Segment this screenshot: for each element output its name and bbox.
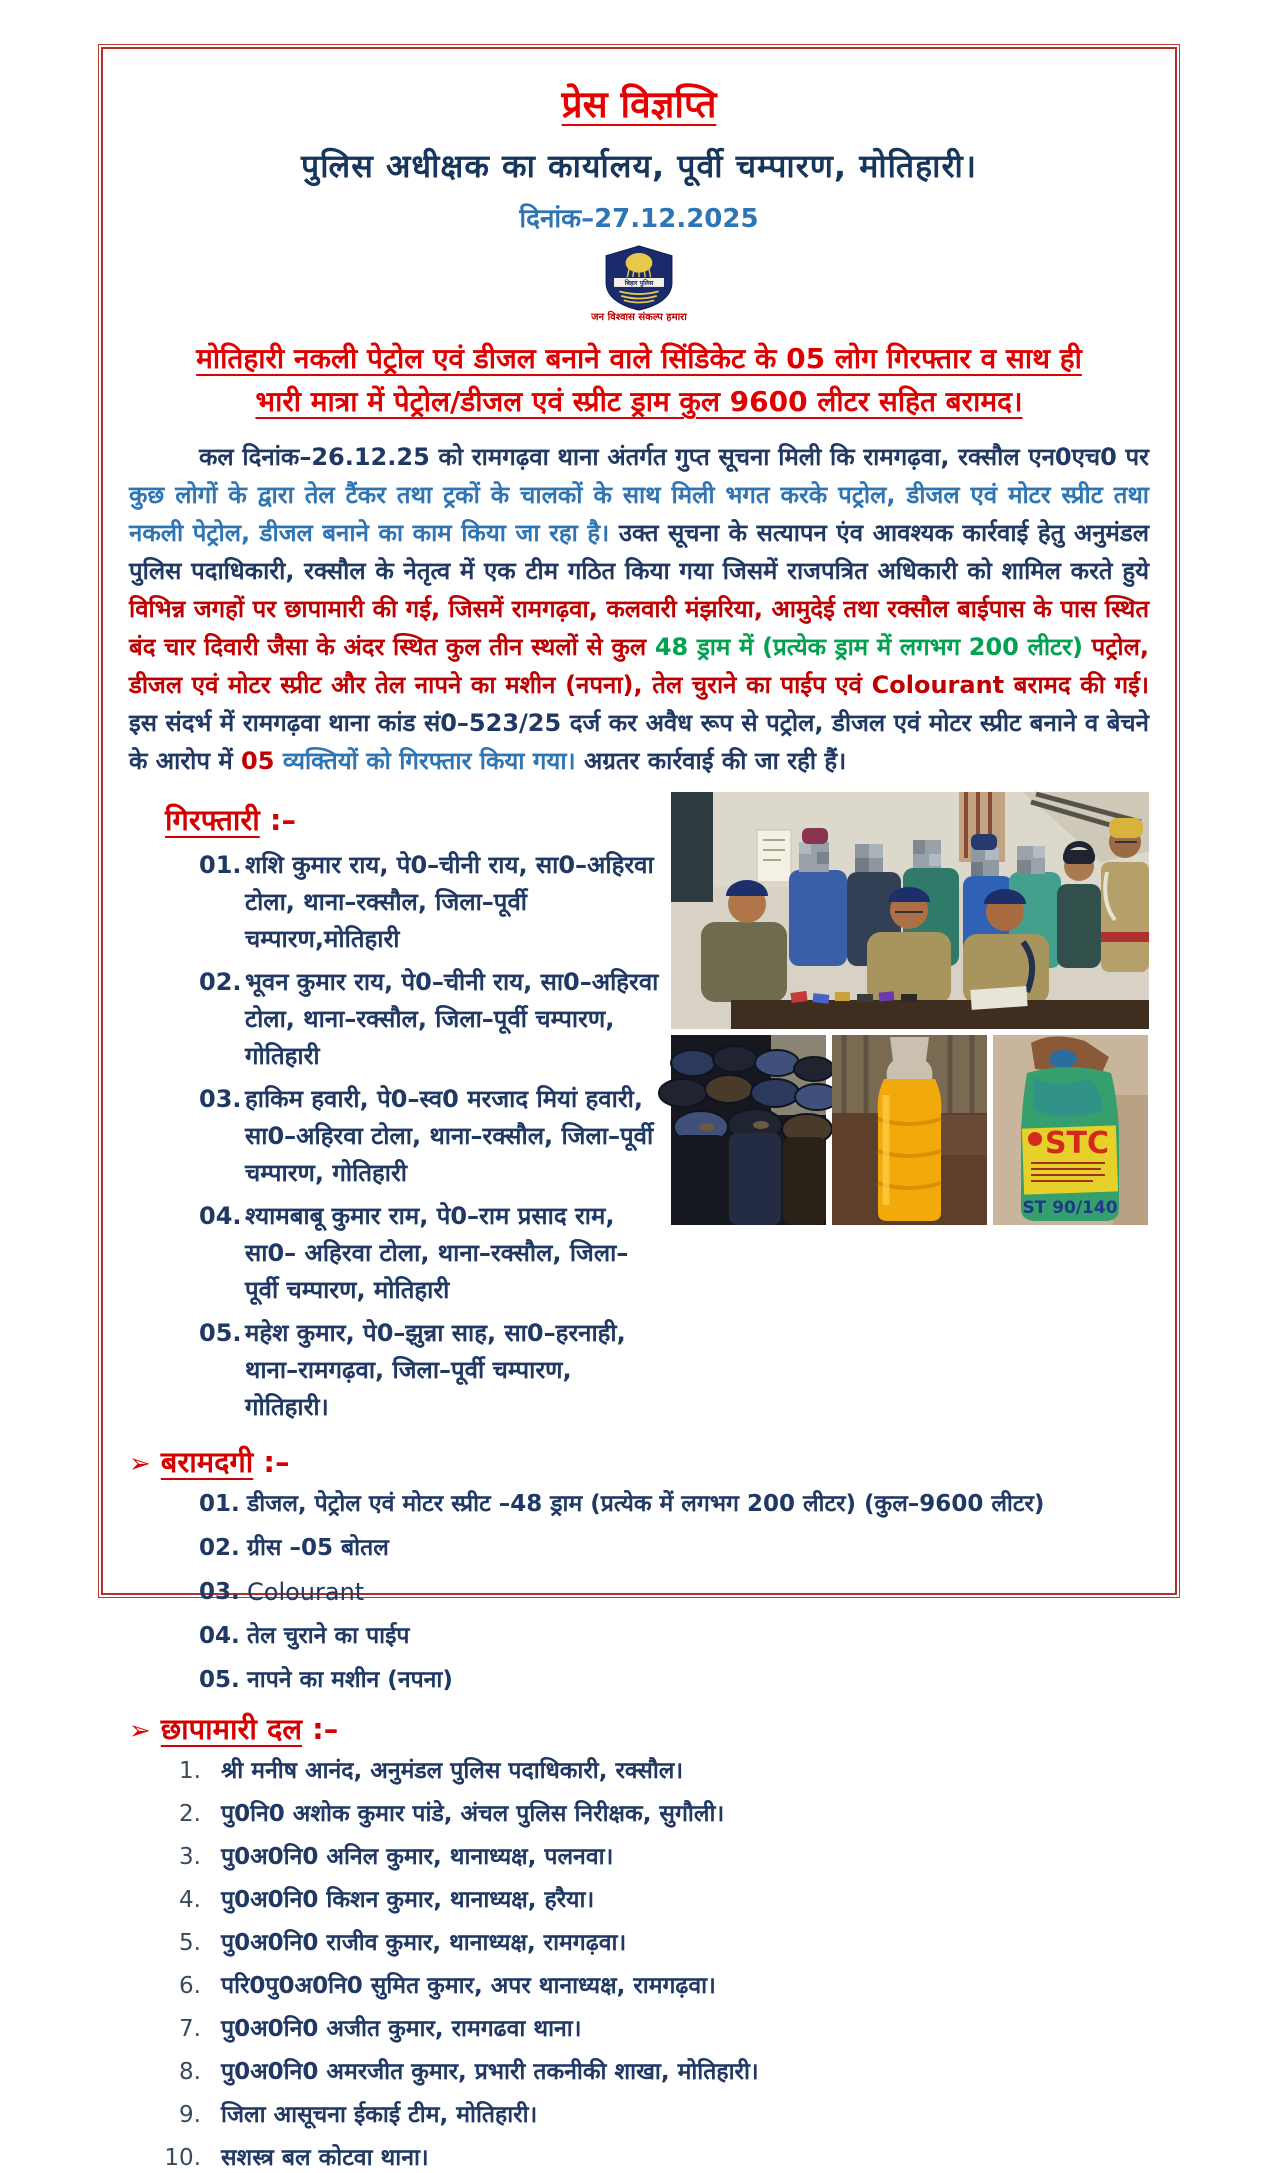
team-list-item	[157, 1799, 1149, 1829]
recovery-item-number: 01.	[199, 1490, 240, 1517]
arrest-item-text: महेश कुमार, पे0–झुन्ना साह, सा0–हरनाही, थाना–रामगढ़वा, जिला–पूर्वी चम्पारण, गोतिहारी।	[245, 1318, 626, 1421]
raid-team-list	[157, 1756, 1149, 2173]
page-border	[98, 44, 1180, 2171]
headline-line1: मोतिहारी नकली पेट्रोल एवं डीजल बनाने वाले सिंडिकेट के 05 लोग गिरफ्तार व साथ ही	[196, 342, 1082, 375]
body-text-segment: उक्त सूचना के सत्यापन एंव आवश्यक कार्रवाई हेतु अनुमंडल पुलिस पदाधिकारी, रक्सौल के नेतृत्व में एक टीम गठित किया गया जिसमें राजपत्रित अधिकारी को शामिल करते हुये	[129, 518, 1149, 585]
body-text-segment: इस संदर्भ में रामगढ़वा थाना कांड सं0–523/25 दर्ज कर अवैध रूप से पट्रोल, डीजल एवं मोटर स्प्रीट बनाने व बेचने के आरोप में	[129, 708, 1149, 775]
recovery-list	[199, 1489, 1149, 1695]
recovery-heading: ➢ बरामदगी :–	[129, 1444, 290, 1479]
team-list-item	[157, 2100, 1149, 2130]
team-item-text: श्री मनीष आनंद, अनुमंडल पुलिस पदाधिकारी, रक्सौल।	[221, 1757, 684, 1784]
evidence-photos-row	[671, 1035, 1149, 1225]
arrest-item-number: 01.	[199, 850, 242, 879]
team-list-item	[157, 1928, 1149, 1958]
body-text-segment: विभिन्न जगहों पर छापामारी की गई, जिसमें रामगढ़वा, कलवारी मंझरिया, आमुदेई तथा रक्सौल बाईपास के पास स्थित बंद चार दिवारी जैसा के अंदर स्थित कुल तीन स्थलों से कुल	[129, 594, 1149, 661]
arrest-item-number: 02.	[199, 967, 242, 996]
team-item-text: पु0नि0 अशोक कुमार पांडे, अंचल पुलिस निरीक्षक, सुगौली।	[221, 1800, 725, 1827]
arrest-list-item	[199, 847, 659, 958]
recovery-list-item	[199, 1489, 1149, 1519]
arrest-item-text: भूवन कुमार राय, पे0–चीनी राय, सा0–अहिरवा टोला, थाना–रक्सौल, जिला–पूर्वी चम्पारण, गोतिहारी	[245, 967, 659, 1070]
recovery-item-text: Colourant	[247, 1577, 365, 1606]
arrest-item-number: 03.	[199, 1084, 242, 1113]
arrow-bullet-icon: ➢	[129, 1715, 151, 1746]
arrests-heading: गिरफ्तारी :–	[165, 802, 296, 837]
body-text-segment: कुछ लोगों के द्वारा तेल टैंकर तथा ट्रकों के चालकों के साथ मिली भगत करके पट्रोल, डीजल एवं मोटर स्प्रीट तथा नकली पेट्रोल, डीजल बनाने का काम किया जा रहा है।	[129, 480, 1149, 547]
team-item-text: परि0पु0अ0नि0 सुमित कुमार, अपर थानाध्यक्ष, रामगढ़वा।	[221, 1972, 716, 1999]
body-text-segment: 05	[241, 746, 283, 775]
recovery-item-text: तेल चुराने का पाईप	[247, 1622, 410, 1649]
arrow-bullet-icon: ➢	[129, 1448, 151, 1479]
body-text-segment: अग्रतर कार्रवाई की जा रही हैं।	[583, 746, 847, 775]
page-content	[101, 47, 1177, 2171]
team-list-item	[157, 2057, 1149, 2087]
bihar-police-logo	[129, 245, 1149, 323]
recovery-item-text: डीजल, पेट्रोल एवं मोटर स्प्रीट –48 ड्राम (प्रत्येक में लगभग 200 लीटर) (कुल–9600 लीटर)	[247, 1490, 1045, 1517]
arrest-item-text: हाकिम हवारी, पे0–स्व0 मरजाद मियां हवारी, सा0–अहिरवा टोला, थाना–रक्सौल, जिला–पूर्वी चम्पारण, गोतिहारी	[245, 1084, 654, 1187]
team-item-number: 4.	[179, 1886, 201, 1913]
team-list-item	[157, 1842, 1149, 1872]
team-item-number: 9.	[179, 2101, 201, 2128]
recovery-item-number: 03.	[199, 1578, 240, 1605]
recovery-item-number: 04.	[199, 1622, 240, 1649]
arrest-item-number: 04.	[199, 1201, 242, 1230]
arrest-list-item	[199, 1198, 659, 1309]
team-item-number: 5.	[179, 1929, 201, 1956]
team-list-item	[157, 2014, 1149, 2044]
body-text-segment: बरामद की गई।	[1013, 670, 1149, 699]
headline	[129, 337, 1149, 424]
svg-text:ST 90/140: ST 90/140	[1022, 1197, 1118, 1218]
recovery-item-text: ग्रीस –05 बोतल	[247, 1534, 389, 1561]
body-text-segment: Colourant	[871, 670, 1014, 699]
body-text-segment: व्यक्तियों को गिरफ्तार किया गया।	[282, 746, 584, 775]
photo-oil-drums	[671, 1035, 826, 1225]
team-item-number: 6.	[179, 1972, 201, 1999]
team-item-text: जिला आसूचना ईकाई टीम, मोतिहारी।	[221, 2101, 538, 2128]
team-item-number: 2.	[179, 1800, 201, 1827]
raid-team-heading: ➢ छापामारी दल :–	[129, 1711, 339, 1746]
photo-stc-colourant-bottle	[993, 1035, 1148, 1225]
page-title: प्रेस विज्ञप्ति	[561, 83, 717, 126]
team-item-text: पु0अ0नि0 राजीव कुमार, थानाध्यक्ष, रामगढ़वा।	[221, 1929, 627, 1956]
team-item-text: पु0अ0नि0 अजीत कुमार, रामगढवा थाना।	[221, 2015, 582, 2042]
team-item-text: पु0अ0नि0 अमरजीत कुमार, प्रभारी तकनीकी शाखा, मोतिहारी।	[221, 2058, 759, 2085]
recovery-list-item	[199, 1665, 1149, 1695]
photo-arrested-group	[671, 792, 1149, 1029]
recovery-item-number: 02.	[199, 1534, 240, 1561]
team-item-number: 10.	[164, 2144, 201, 2171]
team-item-text: सशस्त्र बल कोटवा थाना।	[221, 2144, 429, 2171]
team-item-number: 7.	[179, 2015, 201, 2042]
arrests-column	[129, 790, 659, 1432]
team-list-item	[157, 1756, 1149, 1786]
body-text-segment: कल दिनांक–26.12.25 को रामगढ़वा थाना अंतर्गत गुप्त सूचना मिली कि रामगढ़वा, रक्सौल एन0एच0 पर	[199, 442, 1149, 471]
svg-text:बिहार पुलिस: बिहार पुलिस	[624, 280, 654, 288]
police-shield-icon	[603, 245, 675, 311]
arrest-item-number: 05.	[199, 1318, 242, 1347]
logo-motto: जन विश्वास संकल्प हमारा	[591, 312, 687, 323]
team-item-text: पु0अ0नि0 अनिल कुमार, थानाध्यक्ष, पलनवा।	[221, 1843, 614, 1870]
body-text-segment: 48 ड्राम में (प्रत्येक ड्राम में लगभग 200 लीटर)	[654, 632, 1092, 661]
team-list-item	[157, 1971, 1149, 2001]
photos-column	[659, 790, 1149, 1432]
recovery-list-item	[199, 1533, 1149, 1563]
recovery-list-item	[199, 1621, 1149, 1651]
arrests-and-photos	[129, 790, 1149, 1432]
recovery-item-number: 05.	[199, 1666, 240, 1693]
team-item-number: 3.	[179, 1843, 201, 1870]
body-paragraph	[129, 438, 1149, 780]
recovery-item-text: नापने का मशीन (नपना)	[247, 1666, 453, 1693]
photo-yellow-liquid-bottle	[832, 1035, 987, 1225]
team-item-number: 8.	[179, 2058, 201, 2085]
arrest-list-item	[199, 964, 659, 1075]
team-list-item	[157, 2143, 1149, 2173]
svg-text:STC: STC	[1044, 1125, 1110, 1161]
recovery-list-item	[199, 1577, 1149, 1607]
arrest-list-item	[199, 1315, 659, 1426]
team-list-item	[157, 1885, 1149, 1915]
arrests-list	[199, 847, 659, 1426]
arrest-item-text: श्यामबाबू कुमार राम, पे0–राम प्रसाद राम, सा0– अहिरवा टोला, थाना–रक्सौल, जिला–पूर्वी चम्पारण, मोतिहारी	[245, 1201, 629, 1304]
office-title: पुलिस अधीक्षक का कार्यालय, पूर्वी चम्पारण, मोतिहारी।	[301, 147, 977, 185]
date-line: दिनांक–27.12.2025	[519, 204, 759, 234]
team-item-text: पु0अ0नि0 किशन कुमार, थानाध्यक्ष, हरैया।	[221, 1886, 595, 1913]
body-text-segment: पट्रोल, डीजल एवं मोटर स्प्रीट और तेल नापने का मशीन (नपना), तेल चुराने का पाईप एवं	[129, 632, 1149, 699]
team-item-number: 1.	[179, 1757, 201, 1784]
headline-line2: भारी मात्रा में पेट्रोल/डीजल एवं स्प्रीट ड्राम कुल 9600 लीटर सहित बरामद।	[255, 385, 1023, 419]
table	[731, 1000, 1149, 1029]
arrest-item-text: शशि कुमार राय, पे0–चीनी राय, सा0–अहिरवा टोला, थाना–रक्सौल, जिला–पूर्वी चम्पारण,मोतिहारी	[245, 850, 654, 953]
arrest-list-item	[199, 1081, 659, 1192]
